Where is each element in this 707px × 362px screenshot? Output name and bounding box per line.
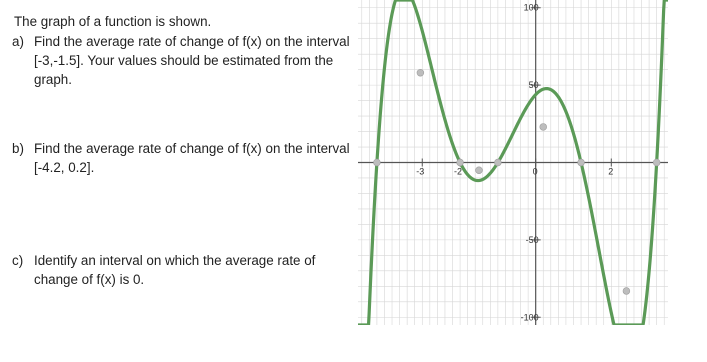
function-graph xyxy=(358,0,668,325)
question-b-text: Find the average rate of change of f(x) on the interval [-4.2, 0.2]. xyxy=(34,141,350,175)
question-b-label: b) xyxy=(12,141,24,156)
graph-point xyxy=(374,159,381,166)
intro-text: The graph of a function is shown. xyxy=(14,14,212,29)
x-tick-label: 0 xyxy=(532,166,538,177)
question-a-text: Find the average rate of change of f(x) on the interval [-3,-1.5]. Your values should be estimated from the graph. xyxy=(34,34,350,87)
question-a-label: a) xyxy=(12,34,24,49)
y-tick-label: 100 xyxy=(523,2,539,13)
graph-point xyxy=(623,288,630,295)
graph-point xyxy=(540,124,547,131)
graph-point xyxy=(417,69,424,76)
x-tick-label: 2 xyxy=(608,166,614,177)
y-tick-label: 50 xyxy=(528,80,539,91)
graph-point xyxy=(494,159,501,166)
question-c-text: Identify an interval on which the average rate of change of f(x) is 0. xyxy=(34,253,316,287)
y-tick-label: -50 xyxy=(525,234,539,245)
graph-point xyxy=(653,159,660,166)
x-tick-label: -3 xyxy=(416,166,425,177)
question-b xyxy=(12,139,352,177)
x-tick-label: -2 xyxy=(454,166,463,177)
graph-point xyxy=(578,159,585,166)
graph-point xyxy=(457,159,464,166)
question-c-label: c) xyxy=(12,253,24,268)
question-a xyxy=(12,32,352,89)
question-c xyxy=(12,251,352,289)
y-tick-label: -100 xyxy=(520,312,539,323)
graph-point xyxy=(476,167,483,174)
